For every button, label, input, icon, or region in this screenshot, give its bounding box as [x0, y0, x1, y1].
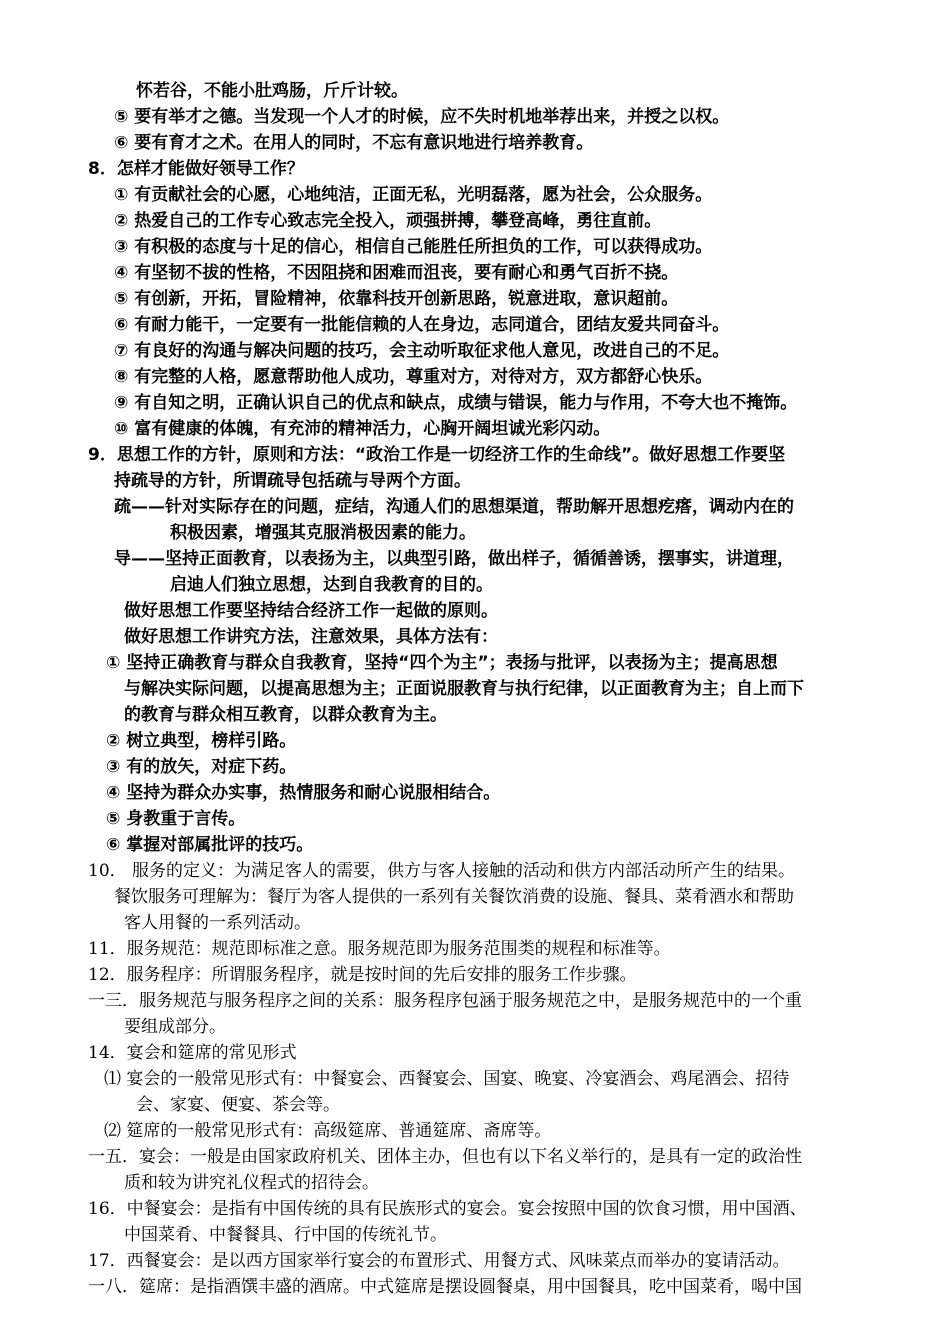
text-line: 启迪人们独立思想，达到自我教育的目的。 — [170, 575, 493, 595]
list-item: ⑩ 富有健康的体魄，有充沛的精神活力，心胸开阔坦诚光彩闪动。 — [114, 419, 611, 439]
list-item: ⑥ 掌握对部属批评的技巧。 — [106, 835, 314, 855]
list-item: ③ 有的放矢，对症下药。 — [106, 757, 297, 777]
list-item: ② 热爱自己的工作专心致志完全投入，顽强拼搏，攀登高峰，勇往直前。 — [114, 211, 662, 231]
list-item: ⑨ 有自知之明，正确认识自己的优点和缺点，成绩与错误，能力与作用，不夸大也不掩饰。 — [114, 393, 798, 413]
section-heading: 11．服务规范：规范即标准之意。服务规范即为服务范围类的规程和标准等。 — [88, 939, 671, 959]
text-line: 疏——针对实际存在的问题，症结，沟通人们的思想渠道，帮助解开思想疙瘩，调动内在的 — [114, 497, 794, 517]
text-line: 质和较为讲究礼仪程式的招待会。 — [124, 1173, 379, 1193]
text-line: 要组成部分。 — [124, 1017, 226, 1037]
section-heading: 一八．筵席：是指酒馔丰盛的酒席。中式筵席是摆设圆餐桌，用中国餐具，吃中国菜肴，喝中国 — [88, 1277, 802, 1297]
list-item: ② 树立典型，榜样引路。 — [106, 731, 297, 751]
section-heading: 一五．宴会：一般是由国家政府机关、团体主办，但也有以下名义举行的，是具有一定的政治性 — [88, 1147, 802, 1167]
list-item: ⑵ 筵席的一般常见形式有：高级筵席、普通筵席、斋席等。 — [104, 1121, 552, 1141]
list-item: ① 有贡献社会的心愿，心地纯洁，正面无私，光明磊落，愿为社会，公众服务。 — [114, 185, 713, 205]
text-line: 会、家宴、便宴、茶会等。 — [136, 1095, 340, 1115]
list-item: ① 坚持正确教育与群众自我教育，坚持“四个为主”；表扬与批评，以表扬为主；提高思想 — [106, 653, 778, 673]
text-line: 中国菜肴、中餐餐具、行中国的传统礼节。 — [124, 1225, 447, 1245]
text-line: 的教育与群众相互教育，以群众教育为主。 — [124, 705, 447, 725]
list-item: ⑤ 身教重于言传。 — [106, 809, 246, 829]
section-heading: 一三．服务规范与服务程序之间的关系：服务程序包涵于服务规范之中，是服务规范中的一个重 — [88, 991, 802, 1011]
list-item: ⑧ 有完整的人格，愿意帮助他人成功，尊重对方，对待对方，双方都舒心快乐。 — [114, 367, 713, 387]
list-item: ⑤ 有创新，开拓，冒险精神，依靠科技开创新思路，锐意进取，意识超前。 — [114, 289, 679, 309]
text-line: 餐饮服务可理解为：餐厅为客人提供的一系列有关餐饮消费的设施、餐具、菜肴酒水和帮助 — [114, 887, 794, 907]
section-heading: 14．宴会和筵席的常见形式 — [88, 1043, 297, 1063]
text-line: 怀若谷，不能小肚鸡肠，斤斤计较。 — [136, 81, 408, 101]
text-line: 持疏导的方针，所谓疏导包括疏与导两个方面。 — [114, 471, 471, 491]
list-item: ⑴ 宴会的一般常见形式有：中餐宴会、西餐宴会、国宴、晚宴、冷宴酒会、鸡尾酒会、招待 — [104, 1069, 790, 1089]
text-line: 导——坚持正面教育，以表扬为主，以典型引路，做出样子，循循善诱，摆事实，讲道理， — [114, 549, 794, 569]
list-item: ④ 坚持为群众办实事，热情服务和耐心说服相结合。 — [106, 783, 501, 803]
text-line: 积极因素，增强其克服消极因素的能力。 — [170, 523, 476, 543]
section-heading: 10． 服务的定义：为满足客人的需要，供方与客人接触的活动和供方内部活动所产生的结果。 — [88, 861, 796, 881]
list-item: ⑥ 有耐力能干，一定要有一批能信赖的人在身边，志同道合，团结友爱共同奋斗。 — [114, 315, 730, 335]
text-line: 做好思想工作讲究方法，注意效果，具体方法有： — [124, 627, 498, 647]
section-heading: 17．西餐宴会：是以西方国家举行宴会的布置形式、用餐方式、风味菜点而举办的宴请活动。 — [88, 1251, 790, 1271]
section-heading: 9．思想工作的方针，原则和方法：“政治工作是一切经济工作的生命线”。做好思想工作要坚 — [88, 445, 786, 465]
section-heading: 8．怎样才能做好领导工作？ — [88, 159, 304, 179]
text-line: 做好思想工作要坚持结合经济工作一起做的原则。 — [124, 601, 498, 621]
text-line: 客人用餐的一系列活动。 — [124, 913, 311, 933]
list-item: ③ 有积极的态度与十足的信心，相信自己能胜任所担负的工作，可以获得成功。 — [114, 237, 713, 257]
list-item: ⑦ 有良好的沟通与解决问题的技巧，会主动听取征求他人意见，改进自己的不足。 — [114, 341, 730, 361]
list-item: ④ 有坚韧不拔的性格，不因阻挠和困难而沮丧，要有耐心和勇气百折不挠。 — [114, 263, 679, 283]
list-item: ⑥ 要有育才之术。在用人的同时，不忘有意识地进行培养教育。 — [114, 133, 594, 153]
text-line: 与解决实际问题，以提高思想为主；正面说服教育与执行纪律，以正面教育为主；自上而下 — [124, 679, 804, 699]
section-heading: 16．中餐宴会：是指有中国传统的具有民族形式的宴会。宴会按照中国的饮食习惯，用中国酒、 — [88, 1199, 807, 1219]
list-item: ⑤ 要有举才之德。当发现一个人才的时候，应不失时机地举荐出来，并授之以权。 — [114, 107, 730, 127]
section-heading: 12．服务程序：所谓服务程序，就是按时间的先后安排的服务工作步骤。 — [88, 965, 637, 985]
